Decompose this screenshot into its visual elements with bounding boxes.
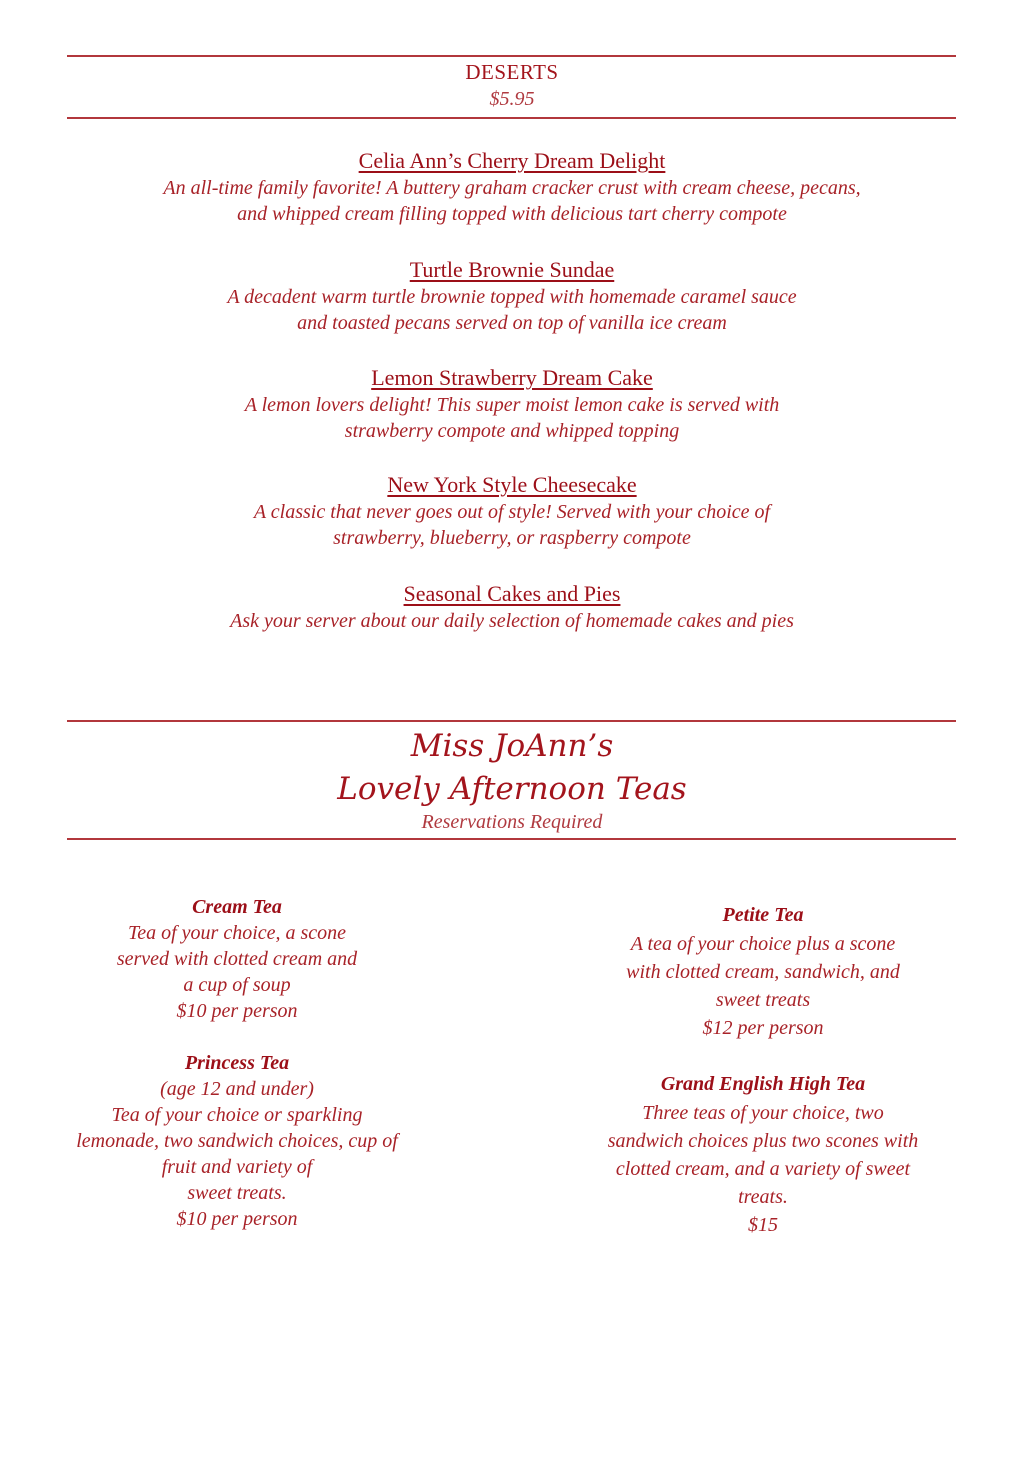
- deserts-rule: [67, 117, 956, 119]
- tea-name: Cream Tea: [192, 896, 282, 918]
- desert-item-description: A classic that never goes out of style! Served with your choice of: [253, 501, 771, 523]
- desert-item-description: and whipped cream filling topped with delicious tart cherry compote: [237, 203, 787, 225]
- teas-subtitle: Reservations Required: [421, 811, 603, 833]
- teas-bottom-rule: [67, 838, 956, 840]
- tea-description-line: treats.: [738, 1186, 788, 1208]
- tea-description-line: Tea of your choice or sparkling: [111, 1104, 363, 1126]
- tea-description-line: Three teas of your choice, two: [642, 1102, 884, 1124]
- desert-item-description: A decadent warm turtle brownie topped with homemade caramel sauce: [227, 286, 797, 308]
- tea-description-line: fruit and variety of: [161, 1156, 313, 1178]
- desert-item-name: Seasonal Cakes and Pies: [403, 581, 621, 606]
- desert-item-name: Celia Ann’s Cherry Dream Delight: [358, 148, 666, 173]
- desert-item-name: Turtle Brownie Sundae: [409, 257, 615, 282]
- tea-description-line: clotted cream, and a variety of sweet: [615, 1158, 911, 1180]
- tea-description-line: with clotted cream, sandwich, and: [626, 961, 900, 983]
- teas-top-rule: [67, 720, 956, 722]
- tea-description-line: (age 12 and under): [160, 1078, 314, 1100]
- desert-item-name: New York Style Cheesecake: [387, 472, 637, 497]
- tea-description-line: lemonade, two sandwich choices, cup of: [76, 1130, 398, 1152]
- teas-title-line2: Lovely Afternoon Teas: [337, 771, 687, 807]
- tea-name: Princess Tea: [184, 1052, 290, 1074]
- tea-name: Grand English High Tea: [660, 1073, 866, 1095]
- deserts-price: $5.95: [489, 88, 535, 110]
- tea-description-line: served with clotted cream and: [116, 948, 358, 970]
- desert-item-description: An all-time family favorite! A buttery graham cracker crust with cream cheese, pecans,: [163, 177, 861, 199]
- tea-name: Petite Tea: [722, 904, 804, 926]
- deserts-heading: DESERTS: [465, 60, 559, 84]
- tea-description-line: sweet treats: [715, 989, 811, 1011]
- tea-description-line: a cup of soup: [183, 974, 291, 996]
- tea-description-line: sandwich choices plus two scones with: [607, 1130, 919, 1152]
- desert-item-description: strawberry compote and whipped topping: [344, 420, 680, 442]
- tea-description-line: A tea of your choice plus a scone: [630, 933, 896, 955]
- top-rule: [67, 55, 956, 57]
- desert-item-name: Lemon Strawberry Dream Cake: [371, 365, 653, 390]
- desert-item-description: A lemon lovers delight! This super moist lemon cake is served with: [244, 394, 780, 416]
- desert-item-description: and toasted pecans served on top of vanilla ice cream: [297, 312, 727, 334]
- tea-description-line: sweet treats.: [187, 1182, 287, 1204]
- tea-description-line: $10 per person: [176, 1000, 298, 1022]
- tea-description-line: $15: [748, 1214, 778, 1236]
- tea-description-line: Tea of your choice, a scone: [127, 922, 347, 944]
- desert-item-description: strawberry, blueberry, or raspberry compote: [333, 527, 691, 549]
- tea-description-line: $12 per person: [702, 1017, 824, 1039]
- desert-item-description: Ask your server about our daily selection of homemade cakes and pies: [230, 610, 794, 632]
- teas-title-line1: Miss JoAnn’s: [410, 728, 614, 764]
- tea-description-line: $10 per person: [176, 1208, 298, 1230]
